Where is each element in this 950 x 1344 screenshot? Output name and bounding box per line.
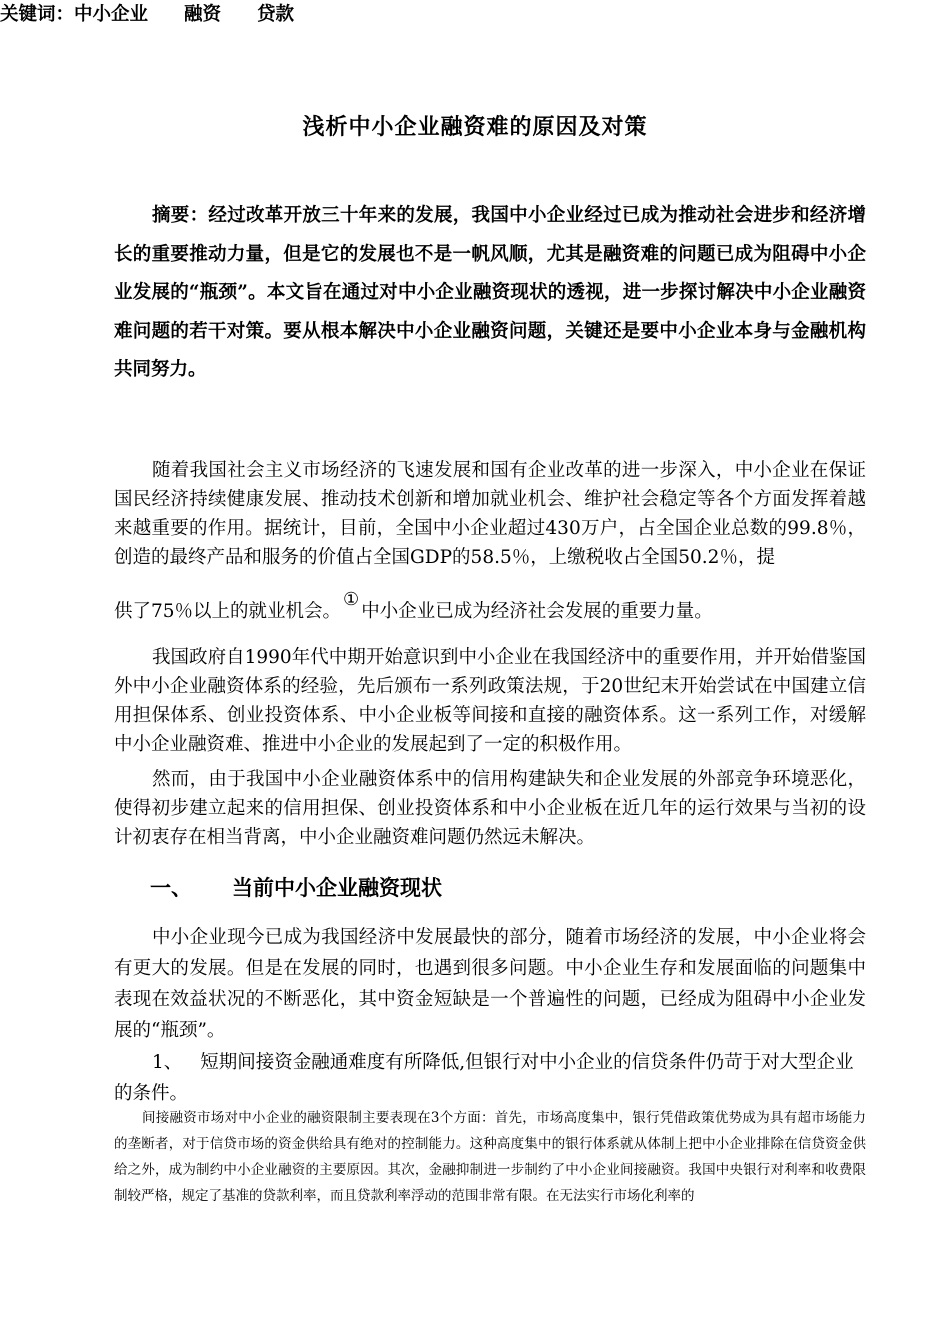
keyword-2: 融资: [184, 4, 222, 25]
document-title: 浅析中小企业融资难的原因及对策: [302, 114, 648, 140]
intro-paragraph-2: 我国政府自1990年代中期开始意识到中小企业在我国经济中的重要作用，并开始借鉴国外中小企业融资体系的经验，先后颁布一系列政策法规，于20世纪末开始尝试在中国建立信用担保体系、创业投资体系、中小企业板等间接和直接的融资体系。这一系列工作，对缓解中小企业融资难、推进中小企业的发展起到了一定的积极作用。: [114, 647, 866, 755]
intro-paragraph-3: 然而，由于我国中小企业融资体系中的信用构建缺失和企业发展的外部竞争环境恶化，使得初步建立起来的信用担保、创业投资体系和中小企业板在近几年的运行效果与当初的设计初衷存在相当背离，中小企业融资难问题仍然远未解决。: [114, 769, 866, 848]
intro-paragraph-1: 随着我国社会主义市场经济的飞速发展和国有企业改革的进一步深入，中小企业在保证国民经济持续健康发展、推动技术创新和增加就业机会、维护社会稳定等各个方面发挥着越来越重要的作用。据统计，目前，全国中小企业超过430万户，占全国企业总数的99.8％，创造的最终产品和服务的价值占全国GDP的58.5％，上缴税收占全国50.2％，提: [114, 460, 866, 568]
section-1-paragraph-1: 中小企业现今已成为我国经济中发展最快的部分，随着市场经济的发展，中小企业将会有更大的发展。但是在发展的同时，也遇到很多问题。中小企业生存和发展面临的问题集中表现在效益状况的不断恶化，其中资金短缺是一个普遍性的问题，已经成为阻碍中小企业发展的“瓶颈”。: [114, 927, 866, 1041]
section-1-heading: [150, 872, 442, 902]
section-1-detail-paragraph: 间接融资市场对中小企业的融资限制主要表现在3个方面：首先，市场高度集中，银行凭借政策优势成为具有超市场能力的垄断者，对于信贷市场的资金供给具有绝对的控制能力。这种高度集中的银行体系就从体制上把中小企业排除在信贷资金供给之外，成为制约中小企业融资的主要原因。其次，金融抑制进一步制约了中小企业间接融资。我国中央银行对利率和收费限制较严格，规定了基准的贷款利率，而且贷款利率浮动的范围非常有限。在无法实行市场化利率的: [114, 1110, 866, 1204]
section-1-item-1: [114, 1047, 866, 1109]
intro-p1-end-a: 供了75％以上的就业机会。: [114, 601, 342, 622]
keywords-line: [0, 0, 950, 26]
section-1-title: 当前中小企业融资现状: [232, 875, 442, 900]
item-1-text: 短期间接资金融通难度有所降低,但银行对中小企业的信贷条件仍苛于对大型企业的条件。: [114, 1052, 854, 1104]
abstract-paragraph: 摘要：经过改革开放三十年来的发展，我国中小企业经过已成为推动社会进步和经济增长的重要推动力量，但是它的发展也不是一帆风顺，尤其是融资难的问题已成为阻碍中小企业发展的“瓶颈”。本文旨在通过对中小企业融资现状的透视，进一步探讨解决中小企业融资难问题的若干对策。要从根本解决中小企业融资问题，关键还是要中小企业本身与金融机构共同努力。: [114, 205, 866, 380]
item-1-number: 1、: [152, 1052, 183, 1073]
footnote-marker[interactable]: ①: [343, 589, 360, 610]
intro-p1-end-b: 中小企业已成为经济社会发展的重要力量。: [361, 601, 713, 622]
keywords-label: 关键词：: [0, 4, 75, 25]
keyword-3: 贷款: [257, 4, 295, 25]
section-1-number: 一、: [150, 875, 192, 900]
intro-paragraph-1-end: [114, 589, 713, 623]
keyword-1: 中小企业: [74, 4, 149, 25]
